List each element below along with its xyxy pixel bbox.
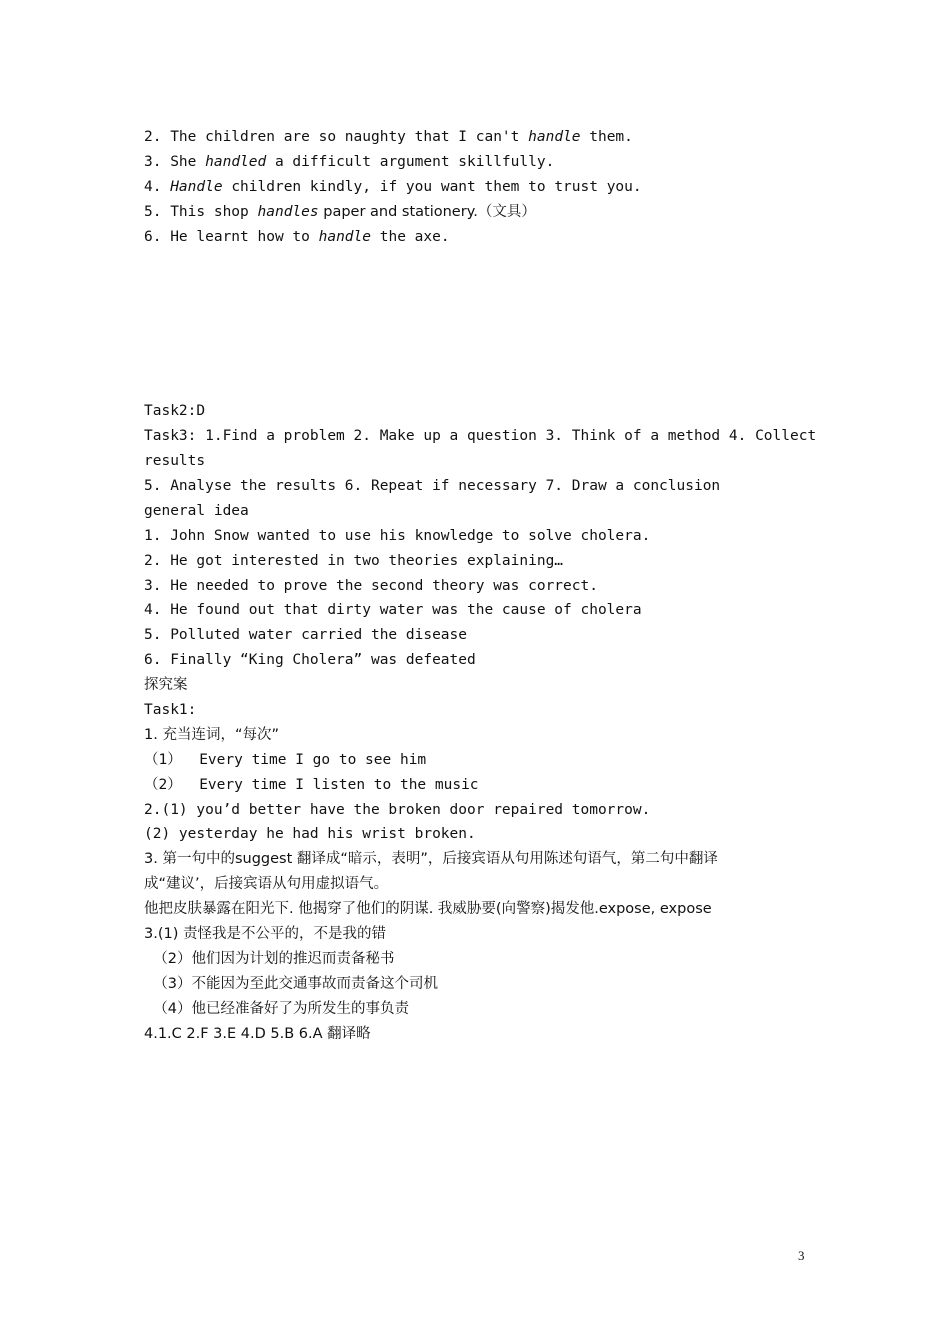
italic-word: Handle	[170, 179, 223, 195]
explore-line: （1） Every time I go to see him	[144, 752, 427, 768]
line-number: 2.	[144, 129, 171, 145]
explore-line: (2) yesterday he had his wrist broken.	[144, 826, 476, 842]
explore-line: 1. 充当连词，“每次”	[144, 727, 279, 743]
text: a difficult argument skillfully.	[266, 154, 555, 170]
text: the axe.	[371, 229, 450, 245]
explore-line: 4.1.C 2.F 3.E 4.D 5.B 6.A 翻译略	[144, 1026, 371, 1042]
explore-line: （2）他们因为计划的推迟而责备秘书	[144, 951, 395, 967]
text: He learnt how to	[170, 229, 319, 245]
explore-line: 他把皮肤暴露在阳光下. 他揭穿了他们的阴谋. 我威胁要(向警察)揭发他.expose, expose	[144, 901, 712, 917]
explore-line: （2） Every time I listen to the music	[144, 777, 479, 793]
task3-line: results	[144, 453, 206, 469]
italic-word: handles	[257, 204, 319, 220]
text: paper and stationery.（文具）	[318, 204, 536, 220]
example-line-3	[144, 152, 554, 172]
line-number: 5.	[144, 204, 171, 220]
italic-word: handle	[528, 129, 581, 145]
explore-line: （4）他已经准备好了为所发生的事负责	[144, 1001, 409, 1017]
line-number: 4.	[144, 179, 171, 195]
general-idea-item: 2. He got interested in two theories explaining…	[144, 553, 564, 569]
task3-line: Task3: 1.Find a problem 2. Make up a question 3. Think of a method 4. Collect	[144, 428, 817, 444]
general-idea-item: 4. He found out that dirty water was the cause of cholera	[144, 602, 642, 618]
text: This shop	[170, 204, 258, 220]
task1-heading: Task1:	[144, 702, 197, 718]
task3-line: 5. Analyse the results 6. Repeat if necessary 7. Draw a conclusion	[144, 478, 721, 494]
page-number: 3	[798, 1248, 805, 1263]
explore-line: 成“建议’，后接宾语从句用虚拟语气。	[144, 876, 389, 892]
text: She	[170, 154, 206, 170]
general-idea-item: 6. Finally “King Cholera” was defeated	[144, 652, 476, 668]
italic-word: handle	[318, 229, 371, 245]
explore-line: 3. 第一句中的suggest 翻译成“暗示，表明”，后接宾语从句用陈述句语气，第二句中翻译	[144, 851, 718, 867]
section-heading: 探究案	[144, 677, 188, 693]
example-line-2	[144, 127, 633, 147]
explore-line: （3）不能因为至此交通事故而责备这个司机	[144, 976, 438, 992]
general-idea-heading: general idea	[144, 503, 249, 519]
explore-line: 3.(1) 责怪我是不公平的，不是我的错	[144, 926, 386, 942]
text: children kindly, if you want them to trust you.	[222, 179, 642, 195]
italic-word: handled	[205, 154, 267, 170]
line-number: 3.	[144, 154, 171, 170]
text: them.	[580, 129, 633, 145]
example-line-5	[144, 202, 536, 222]
general-idea-item: 3. He needed to prove the second theory was correct.	[144, 578, 598, 594]
line-number: 6.	[144, 229, 171, 245]
example-line-4	[144, 177, 642, 197]
general-idea-item: 5. Polluted water carried the disease	[144, 627, 468, 643]
general-idea-item: 1. John Snow wanted to use his knowledge to solve cholera.	[144, 528, 651, 544]
example-line-6	[144, 227, 450, 247]
text: The children are so naughty that I can't	[170, 129, 529, 145]
task2-answer: Task2:D	[144, 403, 206, 419]
explore-line: 2.(1) you’d better have the broken door repaired tomorrow.	[144, 802, 651, 818]
